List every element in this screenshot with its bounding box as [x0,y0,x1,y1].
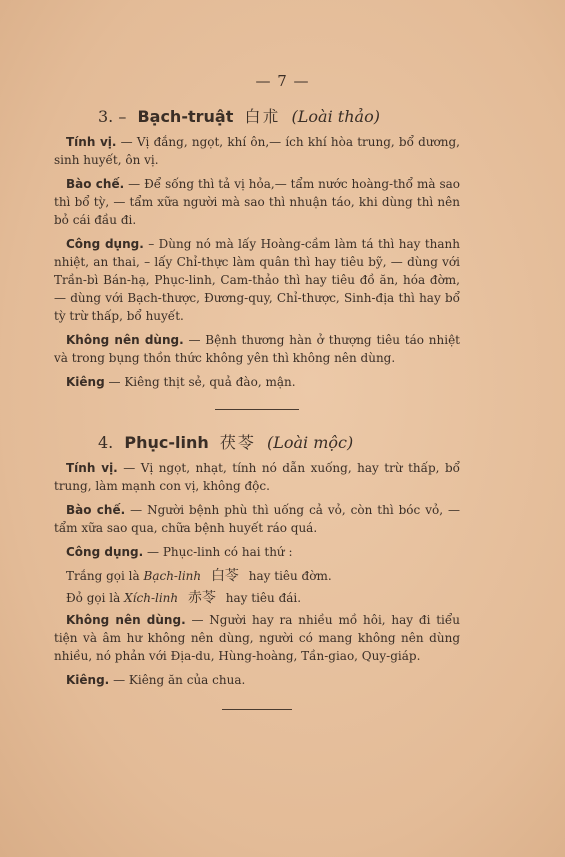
page-number: — 7 — [255,72,310,90]
entry-text: — Vị ngọt, nhạt, tính nó dẫn xuống, hay trừ thấp, bổ trung, làm mạnh con vị, không độc. [54,461,460,493]
entry-text: — Phục-linh có hai thứ : [147,545,293,559]
section-number: 4. [98,433,114,452]
entry-label: Bào chế. [66,177,125,191]
variety-name: Bạch-linh [143,569,202,583]
herb-category: (Loài thảo) [291,107,380,126]
entry-paragraph [54,501,460,537]
variety-line [54,567,460,585]
variety-prefix: Đỏ gọi là [66,591,121,605]
variety-prefix: Trắng gọi là [66,569,140,583]
entry-label: Tính vị. [66,135,117,149]
entry-paragraph [54,373,460,391]
herb-han-characters: 白朮 [244,107,281,126]
page-content [54,100,460,730]
entry-paragraph [54,235,460,325]
herb-category: (Loài mộc) [266,433,354,452]
entry-paragraph [54,459,460,495]
entry-paragraph [54,671,460,689]
entry-paragraph [54,611,460,665]
entry-label: Tính vị. [66,461,118,475]
herb-name: Bạch-truật [137,107,234,126]
herb-han-characters: 茯苓 [219,433,256,452]
herb-name: Phục-linh [124,433,209,452]
variety-line [54,589,460,607]
variety-use: hay tiêu đờm. [248,569,332,583]
section-number: 3. – [98,107,127,126]
entry-text: — Vị đắng, ngọt, khí ôn,— ích khí hòa trung, bổ dương, sinh huyết, ôn vị. [54,135,460,167]
section-divider [215,409,299,410]
entry-label: Công dụng. [66,545,144,559]
variety-han: 赤苓 [187,590,216,606]
entry-paragraph [54,331,460,367]
section-title-bach-truat [98,104,460,127]
variety-name: Xích-linh [124,591,179,605]
entry-label: Bào chế. [66,503,126,517]
entry-label: Kiêng. [66,673,110,687]
entry-paragraph [54,543,460,561]
entry-paragraph [54,175,460,229]
entry-text: — Để sống thì tả vị hỏa,— tẩm nước hoàng-thổ mà sao thì bổ tỳ, — tẩm xữa người mà sao thì nhuận táo, khi dùng thì nên bỏ cái đầu đi. [54,177,460,227]
entry-text: — Kiêng ăn của chua. [113,673,246,687]
entry-label: Không nên dùng. [66,613,186,627]
entry-label: Công dụng. [66,237,144,251]
end-divider [222,709,292,710]
section-title-phuc-linh [98,430,460,453]
entry-text: — Bệnh thương hàn ở thượng tiêu táo nhiệt và trong bụng thồn thức không yên thì không nên dùng. [54,333,460,365]
entry-paragraph [54,133,460,169]
entry-text: — Kiêng thịt sẻ, quả đào, mận. [108,375,296,389]
entry-label: Không nên dùng. [66,333,184,347]
variety-han: 白苓 [210,568,239,584]
variety-use: hay tiêu đái. [225,591,302,605]
entry-label: Kiêng [66,375,105,389]
entry-text: – Dùng nó mà lấy Hoàng-cầm làm tá thì hay thanh nhiệt, an thai, – lấy Chỉ-thực làm quân thì hay tiêu bỹ, — dùng với Trần-bì Bán-hạ, Phục-linh, Cam-thảo thì hay tiêu đồ ăn, hóa đờm, — dùng với Bạch-thược, Đương-quy, Chỉ-thược, Sinh-địa thì hay bổ tỳ trừ thấp, bổ huyết. [54,237,460,323]
entry-text: — Người hay ra nhiều mồ hôi, hay đi tiểu tiện và âm hư không nên dùng, người có mang không nên dùng nhiều, nó phản với Địa-du, Hùng-hoàng, Tần-giao, Quy-giáp. [54,613,460,663]
entry-text: — Người bệnh phù thì uống cả vỏ, còn thì bóc vỏ, — tẩm xữa sao qua, chữa bệnh huyết ráo quá. [54,503,460,535]
